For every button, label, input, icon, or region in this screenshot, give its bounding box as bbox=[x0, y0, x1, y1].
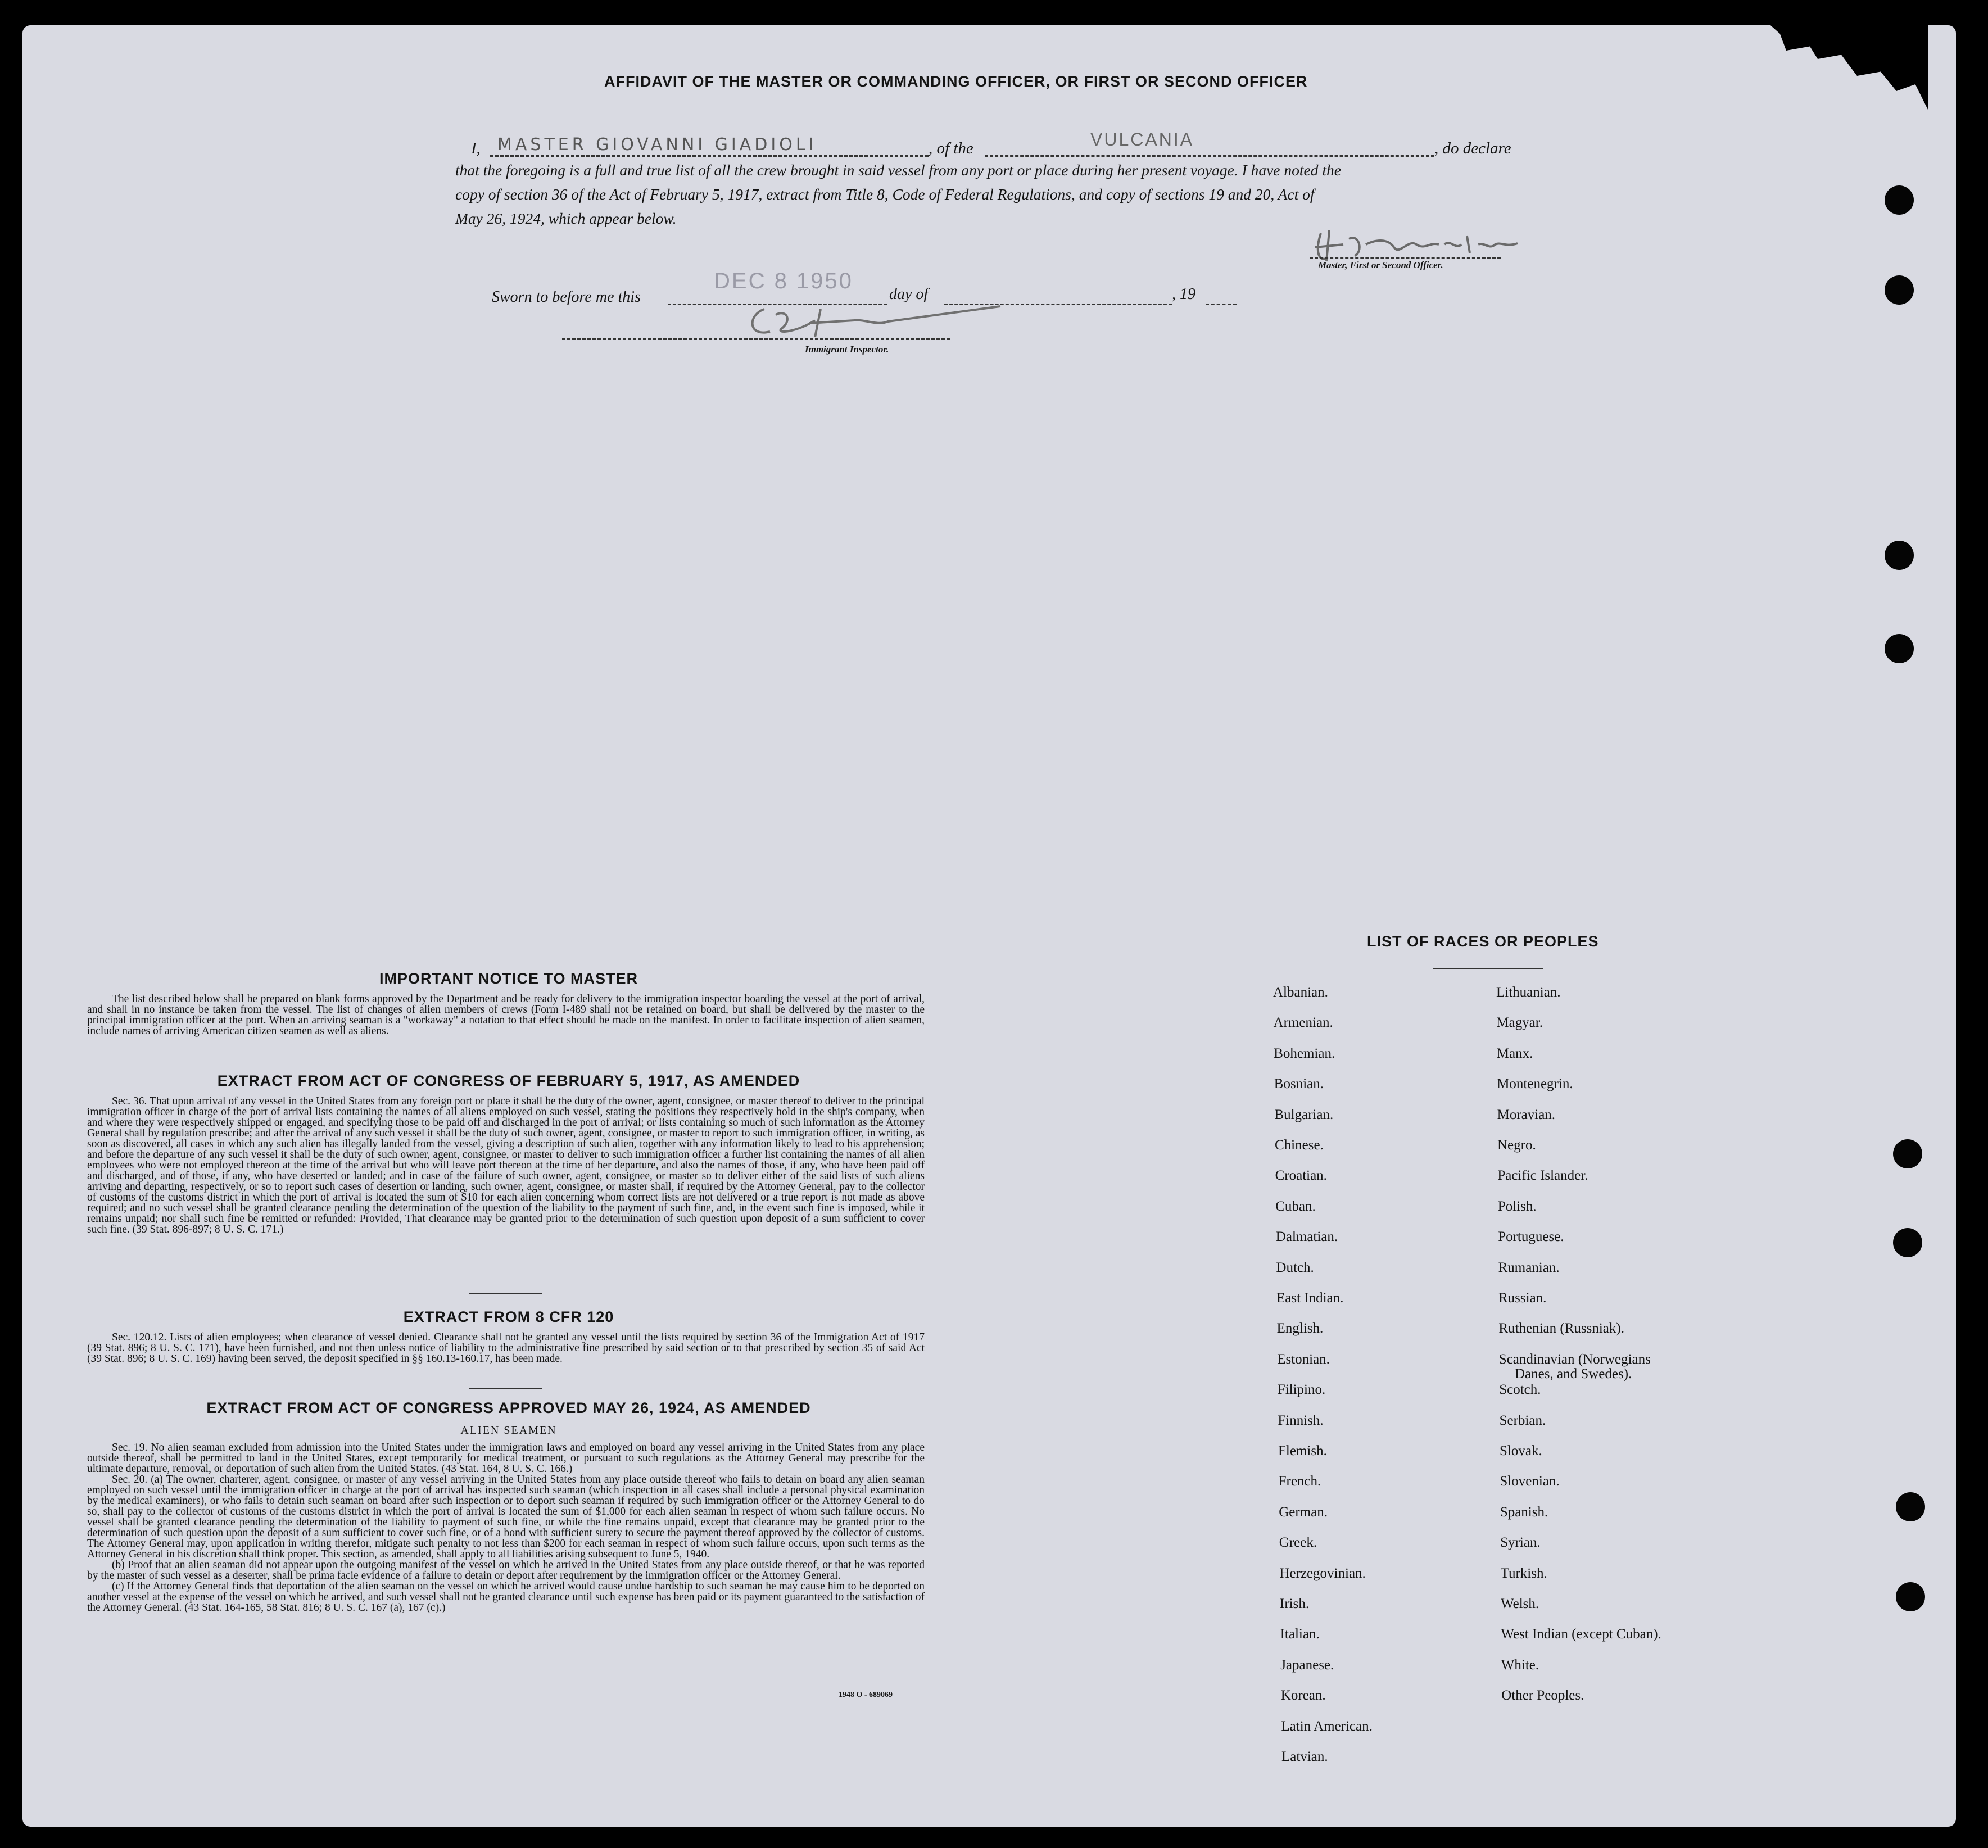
declarant-name: MASTER GIOVANNI GIADIOLI bbox=[497, 135, 817, 155]
affidavit-line1-prefix: I, bbox=[471, 139, 481, 157]
binder-hole bbox=[1885, 541, 1914, 570]
race-item: Filipino. bbox=[1277, 1382, 1326, 1398]
race-item: Japanese. bbox=[1280, 1657, 1334, 1673]
race-item: German. bbox=[1279, 1504, 1328, 1520]
race-item: Rumanian. bbox=[1498, 1260, 1560, 1275]
sec20a-text: Sec. 20. (a) The owner, charterer, agent, consignee, or master of any vessel arriving in the United States from any place outside thereof who fails to detain on board any alien seaman employed on such vessel until the immigration officer in charge at the port of arrival has inspected such seaman (which inspection in all cases shall include a personal physical examination by the medical examiners), or who fails to detain such seaman on board after such inspection or to deport such seaman if required by such immigration officer or the Attorney General to do so, shall pay to the collector of customs of the customs district in which the port of arrival is located the sum of $1,000 for each alien seaman in respect of whom such failure occurs. No vessel shall be granted clearance pending the determination of the liability to payment of such fine, or while the fine remains unpaid, except that clearance may be granted prior to the determination of such question upon the deposit of a sum sufficient to cover such fine, or of a bond with sufficient surety to secure the payment thereof approved by the collector of customs. The Attorney General may, upon application in writing therefor, mitigate such penalty to not less than $200 for each seaman in respect of whom such failure occurs, upon such terms as the Attorney General in his discretion shall think proper. This section, as amended, shall apply to all liabilities arising subsequent to June 5, 1940. bbox=[87, 1474, 925, 1560]
notice-body bbox=[87, 994, 925, 1036]
race-item: East Indian. bbox=[1276, 1290, 1344, 1306]
binder-hole bbox=[1885, 275, 1914, 305]
race-item: Polish. bbox=[1497, 1198, 1537, 1214]
year-prefix: , 19 bbox=[1172, 286, 1195, 303]
race-item: Finnish. bbox=[1278, 1412, 1324, 1428]
race-item: Slovak. bbox=[1500, 1443, 1542, 1459]
race-item: Korean. bbox=[1280, 1688, 1326, 1704]
sec19-text: Sec. 19. No alien seaman excluded from admission into the United States under the immigration laws and employed on board any vessel arriving in the United States from any place outside thereof, shall be permitted to land in the United States, except temporarily for medical treatment, or pursuant to such regulations as the Attorney General may prescribe for the ultimate departure, removal, or deportation of such alien from the United States. (43 Stat. 164, 8 U. S. C. 166.) bbox=[87, 1442, 925, 1475]
race-item: Lithuanian. bbox=[1496, 985, 1561, 1000]
sec20c-text: (c) If the Attorney General finds that deportation of the alien seaman on the vessel on which he arrived would cause undue hardship to such seaman he may cause him to be deported on another vessel at the expense of the vessel on which he arrived, and such vessel shall not be granted clearance until such expense has been paid or its payment guaranteed to the satisfaction of the Attorney General. (43 Stat. 164-165, 58 Stat. 816; 8 U. S. C. 167 (a), 167 (c).) bbox=[87, 1580, 925, 1614]
race-item: Scandinavian (Norwegians bbox=[1498, 1351, 1651, 1367]
races-title: LIST OF RACES OR PEOPLES bbox=[1367, 933, 1599, 950]
affidavit-body-line4: May 26, 1924, which appear below. bbox=[455, 210, 677, 227]
race-item: West Indian (except Cuban). bbox=[1501, 1627, 1661, 1642]
race-item: Spanish. bbox=[1500, 1504, 1548, 1520]
race-item: Chinese. bbox=[1275, 1138, 1324, 1153]
race-item: Serbian. bbox=[1499, 1412, 1546, 1428]
extract-1924-body bbox=[87, 1442, 925, 1613]
race-item: Bulgarian. bbox=[1274, 1107, 1334, 1122]
name-blank-line bbox=[490, 155, 929, 157]
race-item: Syrian. bbox=[1500, 1535, 1541, 1551]
inspector-caption: Immigrant Inspector. bbox=[805, 344, 889, 355]
race-item: Bosnian. bbox=[1274, 1076, 1324, 1092]
race-item: Herzegovinian. bbox=[1279, 1565, 1366, 1581]
race-item: English. bbox=[1276, 1321, 1324, 1337]
inspector-signature-scribble bbox=[742, 298, 1012, 343]
race-item: Manx. bbox=[1496, 1045, 1533, 1061]
notice-title: IMPORTANT NOTICE TO MASTER bbox=[379, 970, 638, 987]
extract-cfr-text: Sec. 120.12. Lists of alien employees; when clearance of vessel denied. Clearance shall not be granted any vessel until the lists required by section 36 of the Immigration Act of 1917 (39 Stat. 896; 8 U. S. C. 171), have been furnished, and not then unless notice of liability to the administrative fine prescribed by said section or to that prescribed by section 35 of said Act (39 Stat. 896; 8 U. S. C. 169) having been served, the deposit specified in §§ 160.13-160.17, has been made. bbox=[87, 1331, 925, 1365]
race-item: Dutch. bbox=[1276, 1260, 1314, 1275]
sec20b-text: (b) Proof that an alien seaman did not appear upon the outgoing manifest of the vessel on which he arrived in the United States from any place outside thereof, or that he was reported by the master of such vessel as a deserter, shall be prima facie evidence of a failure to detain or deport after requirement by the immigration officer or the Attorney General. bbox=[87, 1559, 925, 1582]
race-item: Bohemian. bbox=[1274, 1045, 1335, 1061]
affidavit-body-line2: that the foregoing is a full and true list of all the crew brought in said vessel from any port or place during her present voyage. I have noted the bbox=[455, 161, 1341, 179]
race-item: Turkish. bbox=[1500, 1565, 1547, 1581]
extract-cfr-body bbox=[87, 1332, 925, 1364]
extract-1917-body bbox=[87, 1096, 925, 1235]
affidavit-do-declare: , do declare bbox=[1434, 139, 1511, 157]
race-item: Latin American. bbox=[1281, 1718, 1373, 1734]
race-item: Slovenian. bbox=[1500, 1474, 1560, 1489]
extract-1924-subtitle: ALIEN SEAMEN bbox=[460, 1424, 557, 1437]
affidavit-of-the: , of the bbox=[929, 139, 973, 157]
year-blank bbox=[1206, 304, 1237, 305]
section-divider bbox=[469, 1293, 542, 1294]
extract-1924-title: EXTRACT FROM ACT OF CONGRESS APPROVED MAY 26, 1924, AS AMENDED bbox=[206, 1399, 811, 1416]
race-item: Welsh. bbox=[1501, 1596, 1539, 1611]
race-item: Latvian. bbox=[1281, 1749, 1328, 1764]
race-item: Greek. bbox=[1279, 1535, 1317, 1551]
binder-hole bbox=[1893, 1139, 1922, 1168]
race-item: Scotch. bbox=[1499, 1382, 1541, 1398]
officer-caption: Master, First or Second Officer. bbox=[1318, 260, 1443, 270]
sworn-date-stamp: DEC 8 1950 bbox=[714, 269, 853, 293]
extract-cfr-title: EXTRACT FROM 8 CFR 120 bbox=[403, 1308, 614, 1325]
races-title-underline bbox=[1433, 968, 1543, 969]
affidavit-body-line3: copy of section 36 of the Act of February 5, 1917, extract from Title 8, Code of Federal Regulations, and copy of sections 19 and 20, Act of bbox=[455, 185, 1315, 203]
race-item: Irish. bbox=[1280, 1596, 1310, 1611]
affidavit-title: AFFIDAVIT OF THE MASTER OR COMMANDING OFFICER, OR FIRST OR SECOND OFFICER bbox=[604, 73, 1308, 90]
race-item: Moravian. bbox=[1497, 1107, 1556, 1122]
printer-mark: 1948 O - 689069 bbox=[839, 1691, 893, 1699]
race-item: Croatian. bbox=[1275, 1168, 1327, 1184]
vessel-name: VULCANIA bbox=[1090, 129, 1194, 150]
race-item: Flemish. bbox=[1278, 1443, 1327, 1459]
binder-hole bbox=[1893, 1228, 1922, 1257]
binder-hole bbox=[1885, 634, 1914, 663]
race-item: Cuban. bbox=[1275, 1198, 1316, 1214]
race-item: White. bbox=[1501, 1657, 1539, 1673]
race-item: Magyar. bbox=[1496, 1015, 1543, 1031]
race-item: Ruthenian (Russniak). bbox=[1498, 1321, 1624, 1337]
race-item: Montenegrin. bbox=[1497, 1076, 1573, 1092]
binder-hole bbox=[1885, 185, 1914, 215]
extract-1917-text: Sec. 36. That upon arrival of any vessel in the United States from any foreign port or place it shall be the duty of the owner, agent, consignee, or master thereof to deliver to the principal immigration officer in charge of the port of arrival lists containing the names of all aliens employed on such vessel, stating the positions they respectively hold in the ship's company, when and where they were respectively shipped or engaged, and specifying those to be paid off and discharged in the port of arrival; or lists containing so much of such information as the Attorney General shall by regulation prescribe; and after the arrival of any such vessel it shall be the duty of such owner, agent, consignee, or master to report to such immigration officer, in writing, as soon as discovered, all cases in which any such alien has illegally landed from the vessel, giving a description of such alien, together with any information likely to lead to his apprehension; and before the departure of any such vessel it shall be the duty of such owner, agent, consignee, or master to deliver to such immigration officer a further list containing the names of all alien employees who were not employed thereon at the time of the arrival but who will leave port thereon at the time of her departure, and also the names of those, if any, who have been paid off and discharged, and of those, if any, who have deserted or landed; and in case of the failure of such owner, agent, consignee, or master so to deliver either of the said lists of such aliens arriving and departing, respectively, or so to report such cases of desertion or landing, such owner, agent, consignee, or master shall, if required by the Attorney General, pay to the collector of customs of the customs district in which the port of arrival is located the sum of $10 for each alien concerning whom correct lists are not delivered or a true report is not made as above required; and no such vessel shall be granted clearance pending the determination of the question of the liability to the payment of such fine, and, in the event such fine is imposed, while it remains unpaid; nor shall such fine be remitted or refunded: Provided, That clearance may be granted prior to the determination of such question upon deposit of a sum sufficient to cover such fine. (39 Stat. 896-897; 8 U. S. C. 171.) bbox=[87, 1095, 925, 1235]
race-item: Armenian. bbox=[1273, 1015, 1333, 1031]
section-divider bbox=[469, 1388, 542, 1389]
notice-text: The list described below shall be prepared on blank forms approved by the Department and be ready for delivery to the immigration inspector boarding the vessel at the port of arrival, and shall in no instance be taken from the vessel. The list of changes of alien members of crews (Form I-489 shall not be retained on board, but shall be delivered by the master to the principal immigration officer at the port. When an arriving seaman is a "workaway" a notation to that effect should be made on the manifest. In order to facilitate inspection of alien seamen, include names of arriving American citizen seamen as well as aliens. bbox=[87, 993, 925, 1037]
race-item: Dalmatian. bbox=[1275, 1229, 1338, 1245]
officer-signature-line bbox=[1310, 257, 1501, 259]
race-item: Estonian. bbox=[1277, 1351, 1330, 1367]
race-item: Pacific Islander. bbox=[1497, 1168, 1588, 1184]
race-item: Albanian. bbox=[1273, 985, 1328, 1000]
binder-hole bbox=[1896, 1582, 1925, 1611]
extract-1917-title: EXTRACT FROM ACT OF CONGRESS OF FEBRUARY 5, 1917, AS AMENDED bbox=[217, 1072, 800, 1089]
inspector-signature-line bbox=[562, 338, 950, 340]
vessel-blank-line bbox=[985, 155, 1434, 157]
day-of-label: day of bbox=[889, 286, 929, 303]
race-item: Portuguese. bbox=[1498, 1229, 1564, 1245]
race-item: Danes, and Swedes). bbox=[1515, 1366, 1632, 1382]
binder-hole bbox=[1896, 1492, 1925, 1521]
race-item: French. bbox=[1278, 1474, 1321, 1489]
race-item: Other Peoples. bbox=[1501, 1688, 1584, 1704]
race-item: Russian. bbox=[1498, 1290, 1547, 1306]
race-item: Italian. bbox=[1280, 1627, 1320, 1642]
race-item: Negro. bbox=[1497, 1138, 1536, 1153]
sworn-prefix: Sworn to before me this bbox=[492, 288, 641, 306]
